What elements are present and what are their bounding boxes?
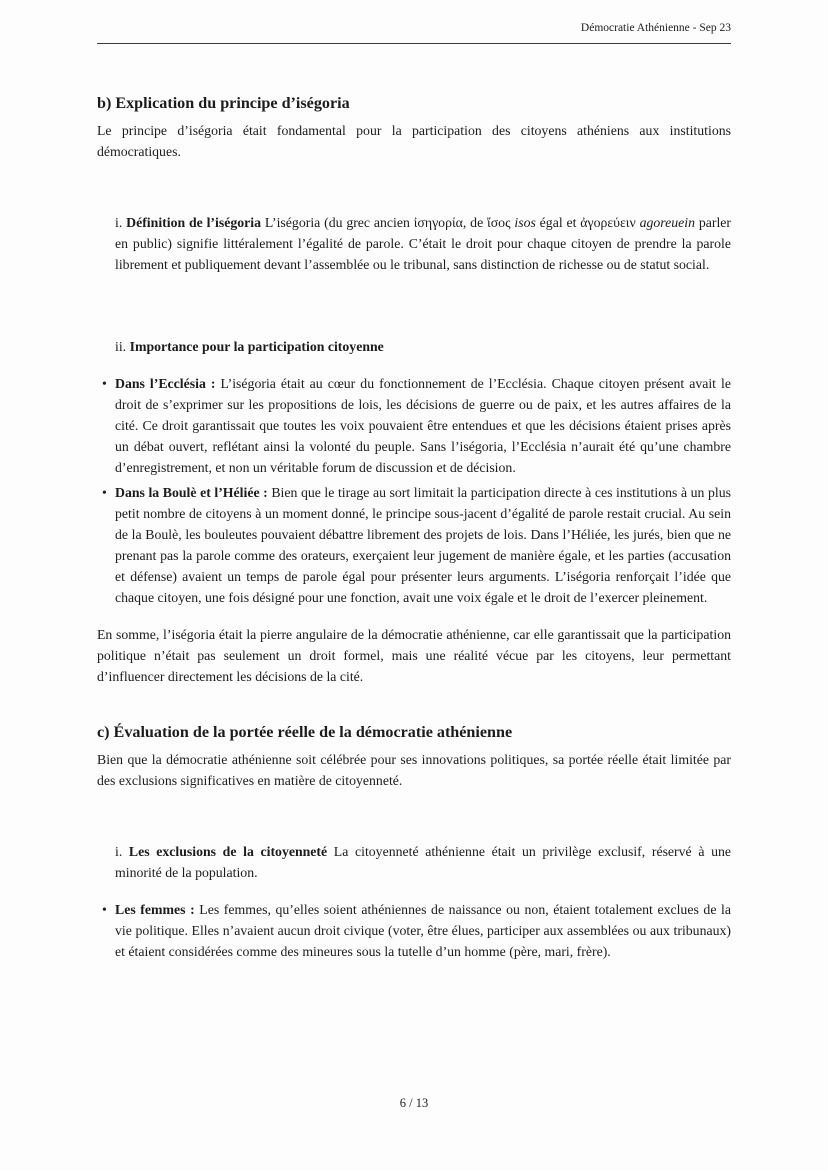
bullet-list-participation xyxy=(97,373,731,608)
bold-text-run: Les exclusions de la citoyenneté xyxy=(128,844,328,859)
italic-text-run: agoreuein xyxy=(639,215,696,230)
section-b-conclusion-paragraph: En somme, l’iségoria était la pierre angulaire de la démocratie athénienne, car elle garantissait que la participation politique n’était pas seulement un droit formel, mais une réalité vécue par les citoyens, leur permettant d’influencer directement les décisions de la cité. xyxy=(97,627,731,684)
header-rule xyxy=(97,43,731,44)
header-title: Démocratie Athénienne - Sep 23 xyxy=(580,22,731,34)
bullet-list-exclusions xyxy=(97,899,731,962)
document-body xyxy=(97,93,731,962)
section-c-intro-paragraph: Bien que la démocratie athénienne soit célébrée pour ses innovations politiques, sa portée réelle était limitée par des exclusions significatives en matière de citoyenneté. xyxy=(97,752,731,788)
section-heading-b: b) Explication du principe d’iségoria xyxy=(97,95,350,112)
bold-text-run: Importance pour la participation citoyenne xyxy=(129,339,384,354)
bullet-les-femmes xyxy=(97,899,731,962)
text-run: Les femmes, qu’elles soient athéniennes de naissance ou non, étaient totalement exclues de la vie politique. Elles n’avaient aucun droit civique (voter, être élues, participer aux assemblées ou aux tribunaux) et étaient considérées comme des mineures sous la tutelle d’un homme (père, mari, frère). xyxy=(115,902,731,959)
italic-text-run: isos xyxy=(514,215,536,230)
numbered-item-importance-participation xyxy=(115,336,731,357)
text-run: ii. xyxy=(115,339,130,354)
text-run: La citoyenneté athénienne était un privilège exclusif, réservé à une minorité de la population. xyxy=(115,844,731,880)
text-run: Bien que le tirage au sort limitait la participation directe à ces institutions à un plus petit nombre de citoyens à un moment donné, le principe sous-jacent d’égalité de parole restait crucial. Au sein de la Boulè, les bouleutes pouvaient débattre librement des projets de lois. Dans l’Héliée, les jurés, bien que ne prenant pas la parole comme des orateurs, exerçaient leur jugement de manière égale, et les parties (accusation et défense) avaient un temps de parole égal pour présenter leurs arguments. L’iségoria renforçait l’idée que chaque citoyen, une fois désigné pour une fonction, avait une voix égale et le droit de l’exercer pleinement. xyxy=(115,485,732,605)
section-b-intro-paragraph: Le principe d’iségoria était fondamental pour la participation des citoyens athéniens aux institutions démocratiques. xyxy=(97,123,731,159)
text-run: égal et ἀγορεύειν xyxy=(535,215,640,230)
text-run: L’iségoria (du grec ancien ἰσηγορία, de ἴσος xyxy=(261,215,515,230)
bold-text-run: Les femmes : xyxy=(115,902,200,917)
page-number: 6 / 13 xyxy=(399,1096,429,1110)
text-run: parler en public) signifie littéralement l’égalité de parole. C’était le droit pour chaque citoyen de prendre la parole librement et publiquement devant l’assemblée ou le tribunal, sans distinction de richesse ou de statut social. xyxy=(115,215,732,272)
bold-text-run: Dans l’Ecclésia : xyxy=(115,376,221,391)
bullet-boule-heliee xyxy=(97,482,731,608)
bold-text-run: Dans la Boulè et l’Héliée : xyxy=(115,485,272,500)
numbered-item-exclusions-citoyennete xyxy=(115,841,731,883)
bold-text-run: Définition de l’iségoria xyxy=(126,215,262,230)
section-heading-c: c) Évaluation de la portée réelle de la démocratie athénienne xyxy=(97,724,513,741)
text-run: i. xyxy=(115,844,129,859)
numbered-item-definition-isegoria xyxy=(115,212,731,275)
page-footer xyxy=(0,1096,828,1111)
bullet-ecclesia xyxy=(97,373,731,478)
text-run: i. xyxy=(115,215,127,230)
text-run: L’iségoria était au cœur du fonctionnement de l’Ecclésia. Chaque citoyen présent avait le droit de s’exprimer sur les propositions de lois, les décisions de guerre ou de paix, et les autres affaires de la cité. Ce droit garantissait que toutes les voix pouvaient être entendues et que les décisions étaient prises après un débat ouvert, reflétant ainsi la volonté du peuple. Sans l’iségoria, l’Ecclésia n’aurait été qu’une chambre d’enregistrement, et non un véritable forum de discussion et de décision. xyxy=(115,376,731,475)
page-header xyxy=(97,22,731,34)
